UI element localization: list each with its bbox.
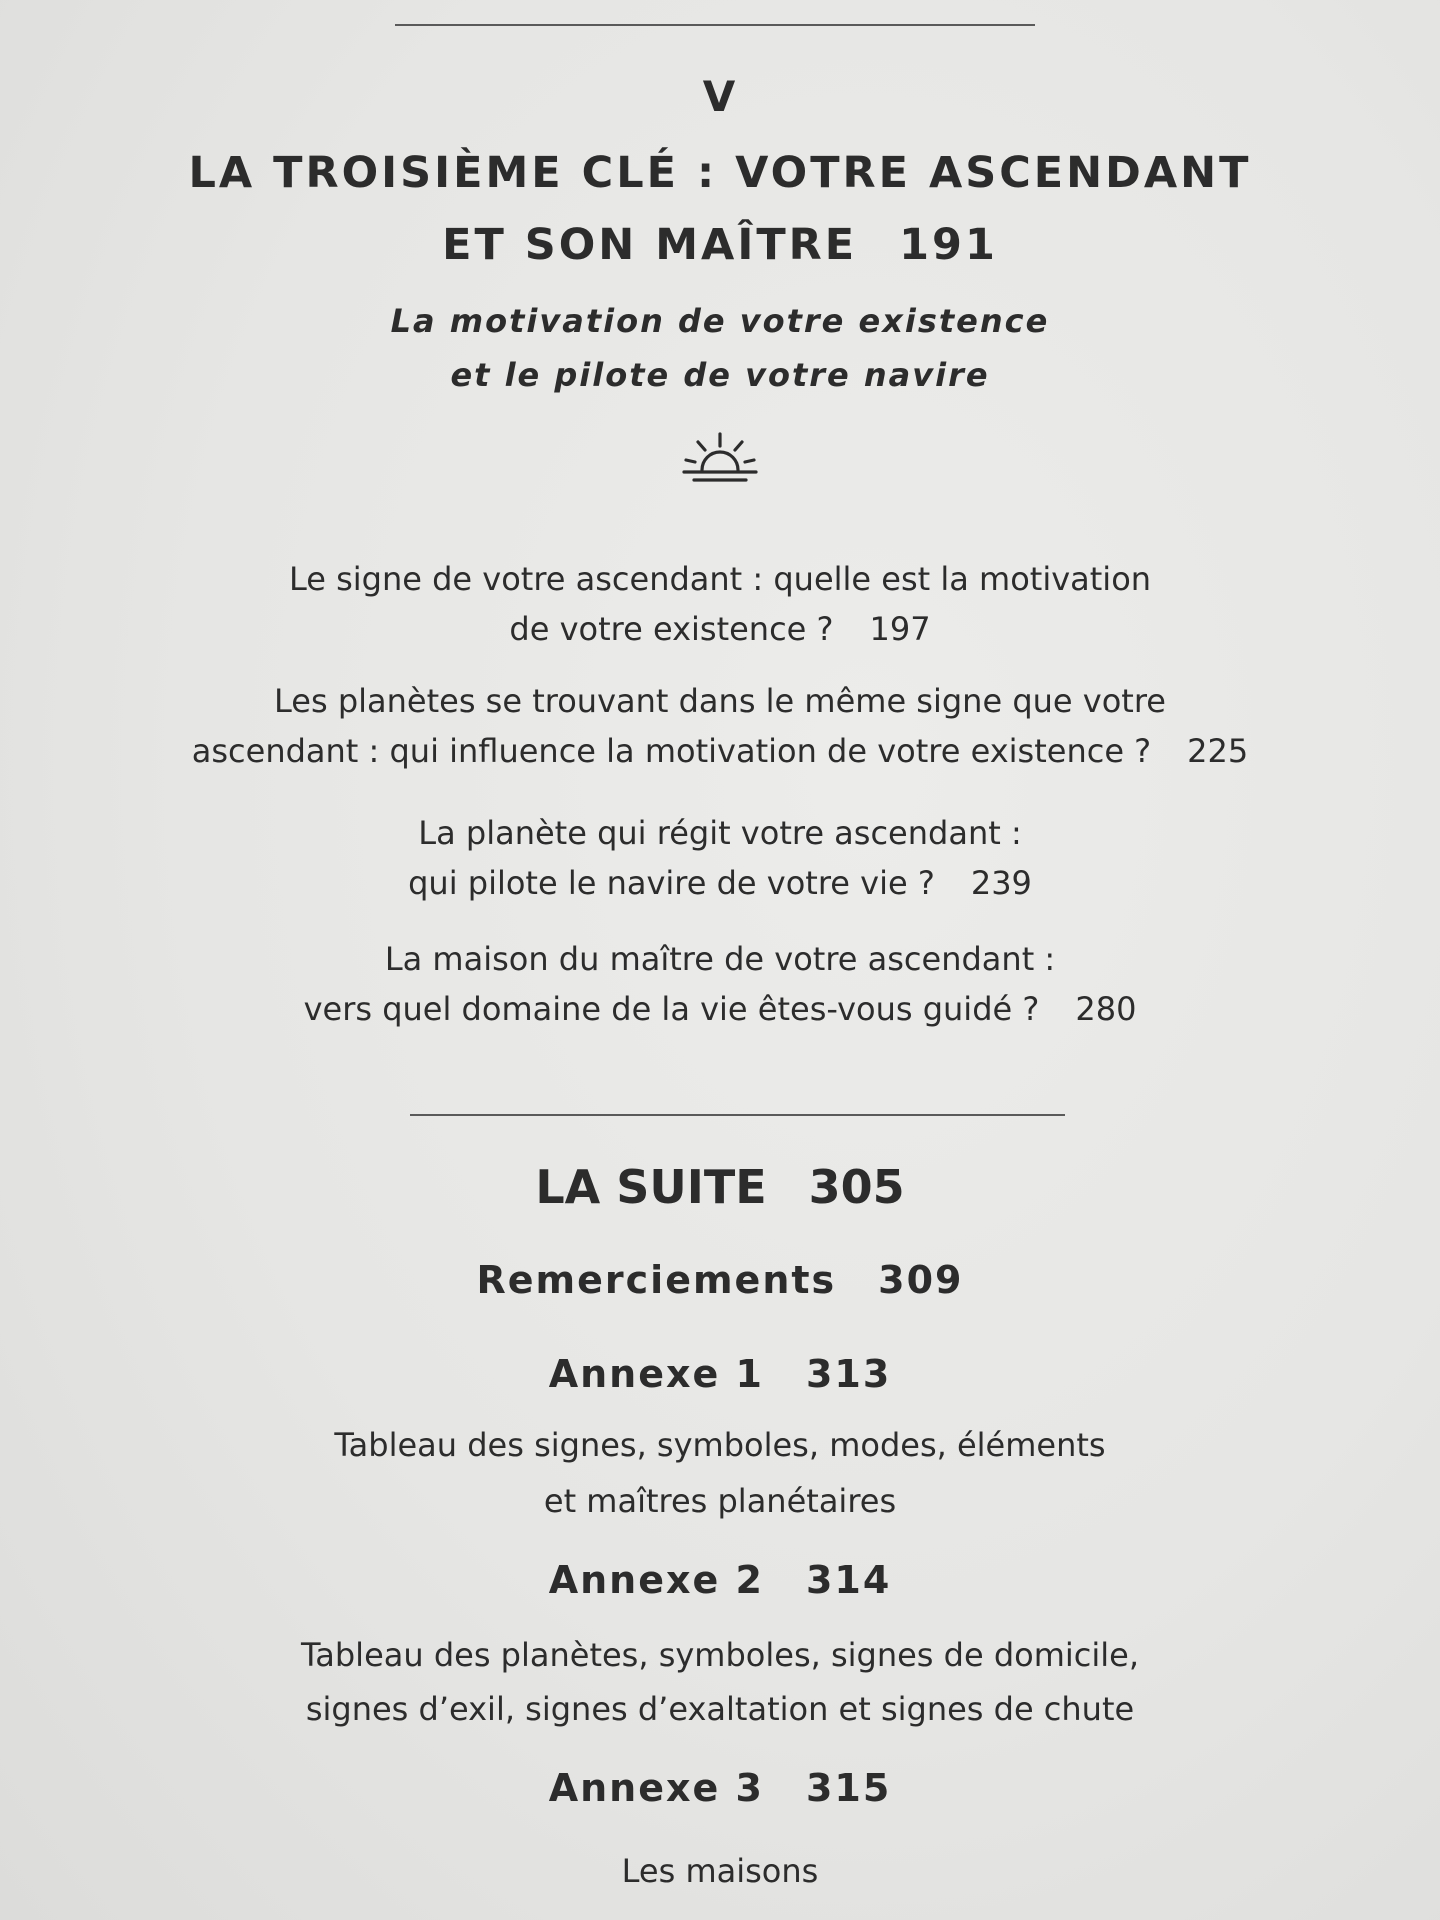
toc-entry-4-page: 280 <box>1075 990 1137 1028</box>
toc-entry-3-line1: La planète qui régit votre ascendant : <box>418 814 1022 852</box>
top-divider <box>395 24 1035 26</box>
toc-entry-2-page: 225 <box>1187 732 1249 770</box>
remerciements-page: 309 <box>878 1258 964 1302</box>
toc-entry-1-line2: de votre existence ? <box>509 610 834 648</box>
toc-entry-2-line2-row <box>0 726 1440 776</box>
annexe-1-heading: Annexe 1 <box>548 1352 764 1396</box>
toc-entry-2-line2: ascendant : qui influence la motivation de votre existence ? <box>191 732 1152 770</box>
annexe-2-page: 314 <box>805 1558 892 1602</box>
annexe-1-desc-line1: Tableau des signes, symboles, modes, éléments <box>334 1426 1106 1464</box>
toc-entry-3-page: 239 <box>970 864 1032 902</box>
toc-entry-2-line1: Les planètes se trouvant dans le même signe que votre <box>274 682 1166 720</box>
part-title-line1: LA TROISIÈME CLÉ : VOTRE ASCENDANT <box>188 148 1252 198</box>
remerciements-row <box>0 1258 1440 1302</box>
annexe-3-heading: Annexe 3 <box>548 1766 764 1810</box>
toc-entry-3-line2-row <box>0 858 1440 908</box>
part-subtitle-line2: et le pilote de votre navire <box>450 356 990 394</box>
suite-heading-row <box>0 1160 1440 1214</box>
toc-entry-1-line2-row <box>0 604 1440 654</box>
annexe-2-heading: Annexe 2 <box>548 1558 764 1602</box>
annexe-2-row <box>0 1558 1440 1602</box>
toc-entry-1-page: 197 <box>869 610 931 648</box>
part-title-page-number: 191 <box>899 220 998 270</box>
annexe-1-row <box>0 1352 1440 1396</box>
suite-heading: LA SUITE <box>535 1160 767 1214</box>
annexe-3-page: 315 <box>805 1766 892 1810</box>
part-title-line2-row <box>0 220 1440 270</box>
part-number: V <box>702 72 738 121</box>
annexe-2-desc-line1: Tableau des planètes, symboles, signes de domicile, <box>301 1636 1139 1674</box>
toc-entry-4-line2: vers quel domaine de la vie êtes-vous guidé ? <box>303 990 1040 1028</box>
toc-entry-3-line2: qui pilote le navire de votre vie ? <box>408 864 935 902</box>
part-subtitle-line1: La motivation de votre existence <box>390 302 1050 340</box>
annexe-1-desc-line2: et maîtres planétaires <box>543 1482 897 1520</box>
part-title-line2: ET SON MAÎTRE <box>442 220 858 270</box>
remerciements-heading: Remerciements <box>476 1258 837 1302</box>
section-divider <box>410 1114 1065 1116</box>
annexe-1-page: 313 <box>805 1352 892 1396</box>
annexe-3-row <box>0 1766 1440 1810</box>
sunrise-icon <box>680 432 760 484</box>
suite-page: 305 <box>808 1160 905 1214</box>
toc-entry-4-line1: La maison du maître de votre ascendant : <box>384 940 1056 978</box>
annexe-2-desc-line2: signes d’exil, signes d’exaltation et signes de chute <box>305 1690 1135 1728</box>
annexe-3-desc-line1: Les maisons <box>621 1852 819 1890</box>
toc-entry-4-line2-row <box>0 984 1440 1034</box>
toc-entry-1-line1: Le signe de votre ascendant : quelle est la motivation <box>288 560 1152 598</box>
